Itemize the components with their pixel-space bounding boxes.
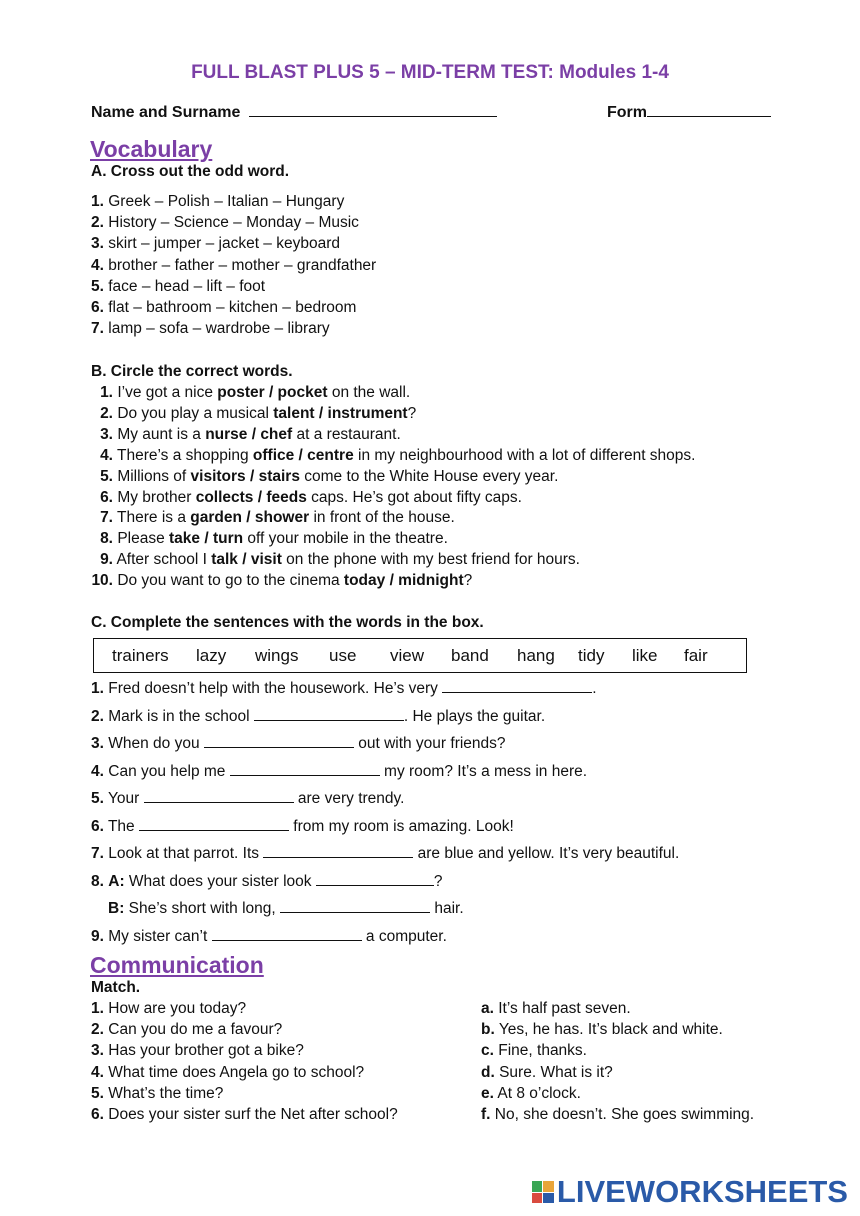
- list-item: [91, 278, 265, 296]
- item-text: Millions of: [117, 467, 191, 485]
- item-number: 1.: [91, 193, 104, 210]
- item-text[interactable]: What’s the time?: [108, 1084, 224, 1102]
- item-text[interactable]: No, she doesn’t. She goes swimming.: [494, 1106, 755, 1123]
- list-item: [91, 733, 506, 753]
- word-choice[interactable]: office / centre: [252, 446, 354, 464]
- item-number: 5.: [100, 467, 113, 485]
- item-text: . He plays the guitar.: [403, 708, 546, 725]
- item-text: on the wall.: [327, 384, 411, 401]
- item-number: 10.: [91, 572, 113, 590]
- box-word: use: [329, 646, 357, 665]
- box-word: lazy: [196, 646, 227, 665]
- liveworksheets-logo: [532, 1174, 848, 1210]
- item-text: Do you want to go to the cinema: [117, 572, 344, 590]
- item-text: my room? It’s a mess in here.: [379, 763, 588, 780]
- item-text: Your: [107, 790, 144, 807]
- answer-item: [481, 1064, 613, 1082]
- answer-blank[interactable]: [144, 788, 294, 803]
- word-choice[interactable]: today / midnight: [343, 572, 464, 590]
- box-word: band: [451, 646, 489, 665]
- question-item: [91, 1085, 223, 1103]
- vocabulary-heading: Vocabulary: [90, 136, 213, 162]
- box-word: fair: [684, 646, 708, 665]
- list-item: [91, 678, 597, 698]
- speaker-label: B:: [108, 900, 125, 917]
- item-text[interactable]: skirt – jumper – jacket – keyboard: [108, 235, 340, 253]
- item-text: What does your sister look: [124, 873, 316, 890]
- word-choice[interactable]: collects / feeds: [195, 488, 307, 506]
- item-text: There’s a shopping: [117, 446, 253, 464]
- box-word: like: [632, 646, 658, 665]
- section-a-instruction: A. Cross out the odd word.: [91, 163, 290, 180]
- word-choice[interactable]: talk / visit: [211, 551, 282, 569]
- item-text: from my room is amazing. Look!: [288, 818, 514, 835]
- item-text: hair.: [430, 900, 464, 917]
- item-letter: f.: [481, 1106, 491, 1123]
- item-text[interactable]: face – head – lift – foot: [108, 277, 266, 295]
- item-text: After school I: [116, 551, 212, 569]
- answer-item: [481, 1106, 754, 1124]
- list-item: [91, 489, 522, 507]
- item-text: Can you help me: [108, 763, 230, 780]
- item-number: 1.: [100, 384, 113, 401]
- list-item: [91, 214, 359, 232]
- word-choice[interactable]: poster / pocket: [217, 384, 328, 401]
- list-item: [91, 572, 472, 590]
- item-number: 7.: [91, 320, 104, 338]
- answer-blank[interactable]: [230, 761, 380, 776]
- item-number: 4.: [91, 763, 104, 780]
- item-text: I’ve got a nice: [117, 384, 218, 401]
- item-text: at a restaurant.: [292, 425, 401, 443]
- item-number: 6.: [91, 818, 104, 835]
- item-number: 3.: [91, 1042, 104, 1060]
- box-word: hang: [517, 646, 555, 665]
- item-text: The: [107, 818, 139, 835]
- communication-instruction: Match.: [91, 979, 141, 996]
- item-text[interactable]: brother – father – mother – grandfather: [108, 256, 377, 274]
- list-item: [91, 706, 545, 726]
- item-text: a computer.: [361, 928, 447, 945]
- logo-icon: [532, 1181, 554, 1203]
- item-number: 9.: [91, 928, 104, 945]
- item-text[interactable]: At 8 o’clock.: [497, 1084, 581, 1102]
- list-item: [91, 551, 580, 569]
- item-text: ?: [463, 572, 473, 590]
- item-number: 1.: [91, 680, 104, 697]
- item-letter: a.: [481, 1000, 494, 1017]
- item-text: Do you play a musical: [117, 404, 274, 422]
- logo-text: LIVEWORKSHEETS: [556, 1174, 848, 1209]
- item-text[interactable]: What time does Angela go to school?: [108, 1063, 365, 1081]
- communication-heading: Communication: [90, 952, 264, 978]
- item-number: 4.: [91, 1063, 104, 1081]
- question-item: [91, 1021, 282, 1039]
- item-text: My sister can’t: [108, 928, 212, 945]
- item-number: 4.: [91, 256, 104, 274]
- word-choice[interactable]: talent / instrument: [273, 404, 408, 422]
- item-text: There is a: [117, 509, 191, 527]
- box-word: trainers: [112, 646, 169, 665]
- item-text[interactable]: Does your sister surf the Net after school?: [108, 1106, 398, 1123]
- item-text[interactable]: lamp – sofa – wardrobe – library: [108, 320, 330, 338]
- item-text[interactable]: It’s half past seven.: [498, 1000, 631, 1017]
- item-text[interactable]: Has your brother got a bike?: [108, 1042, 304, 1060]
- list-item: [91, 761, 587, 781]
- list-item: [91, 816, 514, 836]
- item-number: 6.: [91, 299, 104, 316]
- list-item: [91, 447, 695, 465]
- item-number: 8.: [91, 873, 104, 890]
- speaker-label: A:: [108, 873, 125, 890]
- item-text: When do you: [108, 735, 204, 752]
- item-text: caps. He’s got about fifty caps.: [306, 488, 522, 506]
- section-c-instruction: C. Complete the sentences with the words in the box.: [91, 614, 484, 631]
- answer-blank[interactable]: [139, 816, 289, 831]
- item-number: 5.: [91, 1084, 104, 1102]
- item-number: 5.: [91, 277, 104, 295]
- item-text: My brother: [117, 488, 196, 506]
- item-text: Fred doesn’t help with the housework. He’s very: [108, 680, 443, 697]
- list-item: [91, 426, 401, 444]
- item-text: on the phone with my best friend for hours.: [281, 551, 580, 569]
- item-number: 3.: [91, 235, 104, 253]
- item-number: 2.: [100, 404, 113, 422]
- item-number: 7.: [91, 845, 104, 862]
- list-item: [91, 235, 340, 253]
- list-item: [91, 871, 442, 891]
- answer-blank[interactable]: [442, 678, 592, 693]
- item-number: 3.: [100, 425, 113, 443]
- item-text[interactable]: Fine, thanks.: [498, 1042, 587, 1060]
- list-item: [108, 898, 464, 918]
- item-text[interactable]: History – Science – Monday – Music: [108, 214, 359, 232]
- item-number: 7.: [100, 509, 113, 527]
- item-text: She’s short with long,: [124, 900, 281, 917]
- word-choice[interactable]: visitors / stairs: [190, 467, 300, 485]
- item-number: 8.: [100, 530, 113, 548]
- page-title: FULL BLAST PLUS 5 – MID-TERM TEST: Modules 1-4: [191, 62, 669, 83]
- word-choice[interactable]: garden / shower: [190, 509, 310, 527]
- item-text[interactable]: How are you today?: [108, 1000, 247, 1017]
- answer-item: [481, 1085, 581, 1103]
- word-box: [93, 638, 747, 673]
- item-number: 6.: [91, 1106, 104, 1123]
- item-text: in front of the house.: [309, 509, 455, 527]
- item-text: Mark is in the school: [108, 708, 254, 725]
- item-text: ?: [433, 873, 443, 890]
- item-text[interactable]: Yes, he has. It’s black and white.: [498, 1021, 723, 1039]
- form-input-line[interactable]: [647, 116, 771, 117]
- form-label: Form: [607, 104, 647, 121]
- name-row: [91, 104, 497, 122]
- item-number: 2.: [91, 1021, 104, 1039]
- word-choice[interactable]: nurse / chef: [205, 425, 293, 443]
- answer-blank[interactable]: [280, 898, 430, 913]
- item-text: are blue and yellow. It’s very beautiful.: [413, 845, 680, 862]
- item-number: 5.: [91, 790, 104, 807]
- section-b-instruction: B. Circle the correct words.: [91, 363, 293, 380]
- list-item: [91, 384, 410, 402]
- name-input-line[interactable]: [249, 116, 497, 117]
- answer-blank[interactable]: [316, 871, 434, 886]
- item-text: My aunt is a: [117, 425, 206, 443]
- list-item: [91, 193, 344, 211]
- item-text: .: [592, 680, 597, 697]
- item-text: off your mobile in the theatre.: [243, 530, 448, 548]
- answer-blank[interactable]: [254, 706, 404, 721]
- list-item: [91, 468, 558, 486]
- item-number: 6.: [100, 488, 113, 506]
- list-item: [91, 320, 330, 338]
- item-letter: c.: [481, 1042, 494, 1060]
- item-text[interactable]: Sure. What is it?: [499, 1063, 613, 1081]
- list-item: [91, 509, 455, 527]
- item-number: 9.: [100, 551, 113, 569]
- list-item: [91, 257, 376, 275]
- item-number: 2.: [91, 214, 104, 232]
- item-letter: d.: [481, 1063, 495, 1081]
- answer-blank[interactable]: [204, 733, 354, 748]
- list-item: [91, 788, 404, 808]
- list-item: [91, 299, 356, 317]
- answer-blank[interactable]: [263, 843, 413, 858]
- item-letter: e.: [481, 1084, 494, 1102]
- question-item: [91, 1106, 398, 1124]
- item-number: 4.: [100, 446, 113, 464]
- item-text: are very trendy.: [293, 790, 405, 807]
- item-number: 3.: [91, 735, 104, 752]
- item-letter: b.: [481, 1021, 495, 1039]
- item-text: out with your friends?: [353, 735, 506, 752]
- answer-item: [481, 1000, 631, 1018]
- question-item: [91, 1064, 364, 1082]
- item-number: 2.: [91, 708, 104, 725]
- box-word: wings: [255, 646, 299, 665]
- word-choice[interactable]: take / turn: [169, 530, 244, 548]
- item-text[interactable]: Greek – Polish – Italian – Hungary: [108, 193, 345, 210]
- answer-item: [481, 1042, 587, 1060]
- box-word: tidy: [578, 646, 605, 665]
- item-text: Please: [117, 530, 170, 548]
- item-text: Look at that parrot. Its: [108, 845, 264, 862]
- name-label: Name and Surname: [91, 104, 241, 121]
- item-text: come to the White House every year.: [299, 467, 559, 485]
- answer-item: [481, 1021, 723, 1039]
- item-number: 1.: [91, 1000, 104, 1017]
- question-item: [91, 1000, 246, 1018]
- answer-blank[interactable]: [212, 926, 362, 941]
- list-item: [91, 843, 679, 863]
- item-text[interactable]: Can you do me a favour?: [108, 1021, 283, 1039]
- item-text: in my neighbourhood with a lot of different shops.: [353, 446, 696, 464]
- list-item: [91, 530, 448, 548]
- box-word: view: [390, 646, 425, 665]
- form-row: [607, 104, 771, 122]
- item-text: ?: [407, 404, 417, 422]
- question-item: [91, 1042, 304, 1060]
- item-text[interactable]: flat – bathroom – kitchen – bedroom: [108, 299, 357, 316]
- list-item: [91, 405, 416, 423]
- list-item: [91, 926, 447, 946]
